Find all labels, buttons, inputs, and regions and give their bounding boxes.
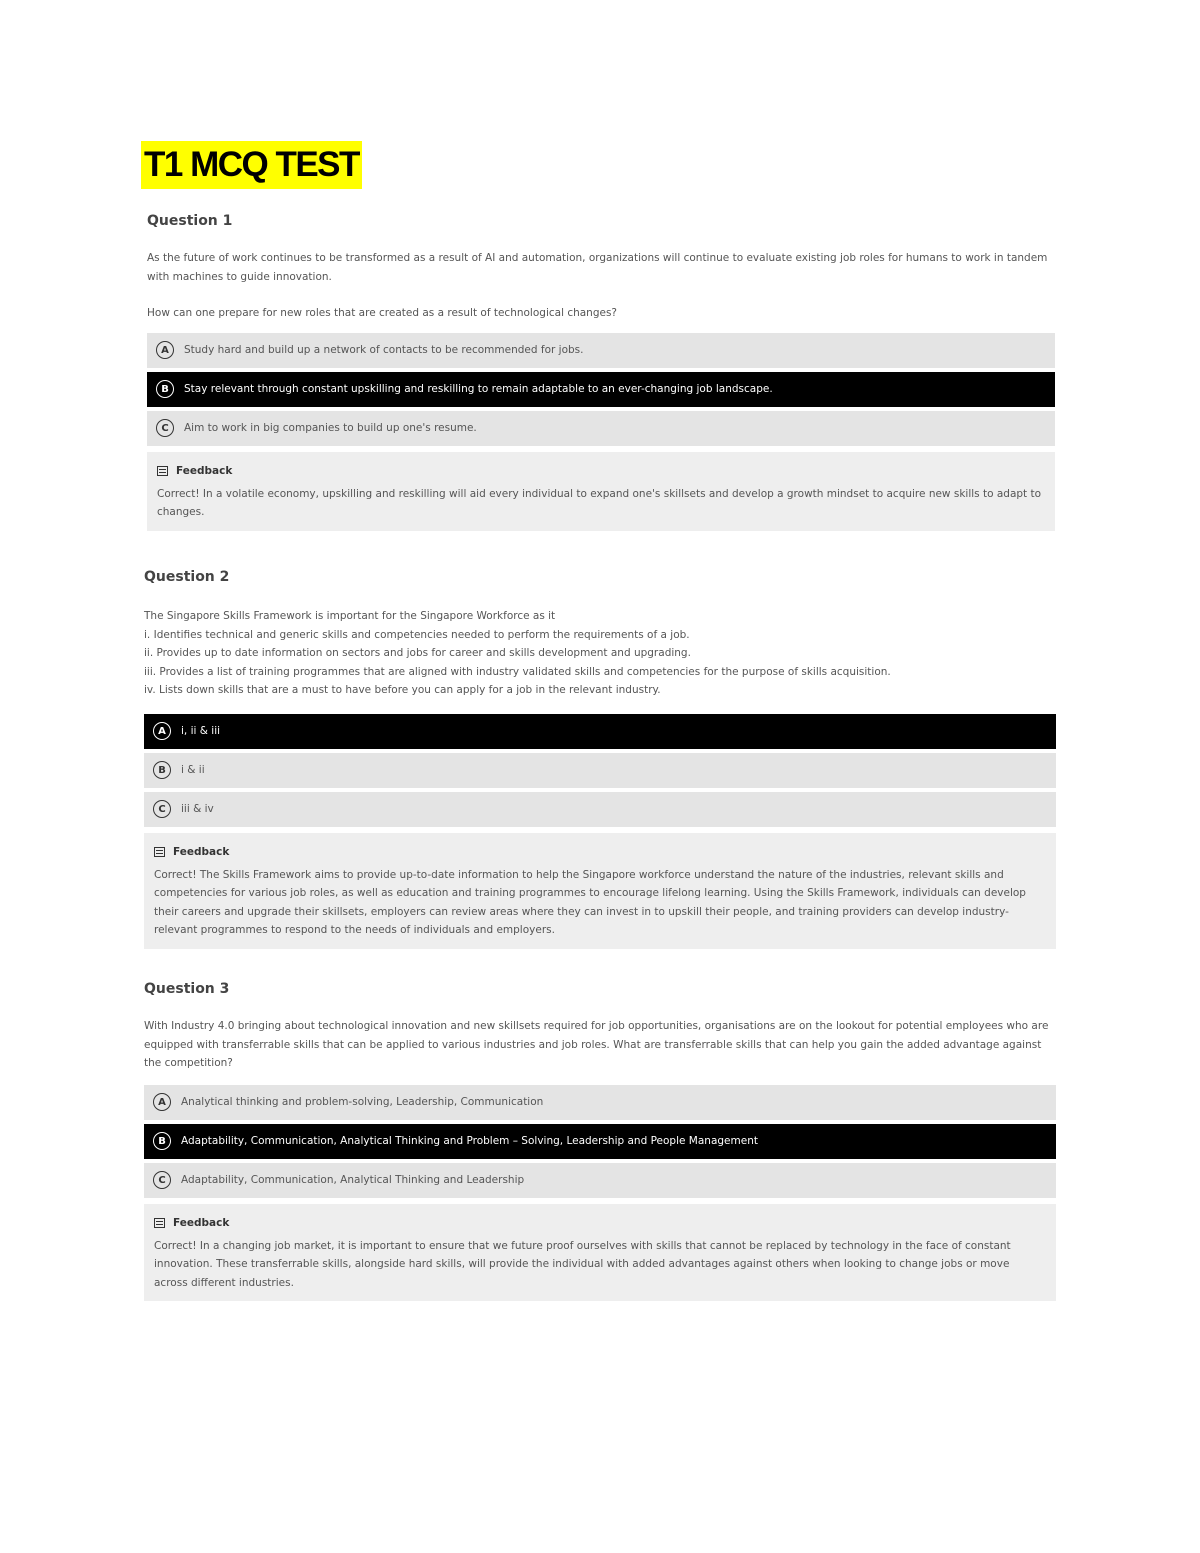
option-label: i & ii [181,764,205,776]
question-text-line: The Singapore Skills Framework is important for the Singapore Workforce as it [144,610,556,622]
option-letter-badge: B [156,380,174,398]
option-letter-badge: A [156,341,174,359]
feedback-icon [154,847,165,857]
feedback-text: Correct! In a changing job market, it is important to ensure that we future proof ourselves with skills that cannot be replaced by technology in the face of constant innovation. These transferrable skills, alongside hard skills, will provide the individual with added advantages against others when looking to change jobs or move across different industries. [154,1239,1011,1289]
question-heading: Question 2 [144,569,230,585]
question-3 [144,978,1056,1301]
option-letter-badge: C [153,1171,171,1189]
question-prompt: How can one prepare for new roles that are created as a result of technological changes? [147,307,618,319]
option-c[interactable] [147,411,1055,446]
question-text: With Industry 4.0 bringing about technological innovation and new skillsets required for job opportunities, organisations are on the lookout for potential employees who are equipped with transferrable skills that can be applied to various industries and job roles. What are transferrable skills that can help you gain the added advantage against the competition? [144,1020,1049,1069]
option-c[interactable] [144,1163,1056,1198]
question-text: As the future of work continues to be transformed as a result of AI and automation, organizations will continue to evaluate existing job roles for humans to work in tandem with machines to guide innovation. [147,252,1048,283]
feedback-header [154,1213,1044,1233]
question-text-line: iv. Lists down skills that are a must to have before you can apply for a job in the relevant industry. [144,684,661,696]
option-label: Adaptability, Communication, Analytical Thinking and Leadership [181,1174,525,1186]
question-text-line: i. Identifies technical and generic skills and competencies needed to perform the requirements of a job. [144,628,690,641]
feedback-panel [147,452,1055,531]
feedback-text: Correct! The Skills Framework aims to provide up-to-date information to help the Singapore workforce understand the nature of the industries, relevant skills and competencies for various job roles, as well as education and training programmes to encourage lifelong learning. Using the Skills Framework, individuals can develop their careers and upgrade their skillsets, employers can review areas where they can invest in to upskill their people, and training providers can develop industry-relevant programmes to respond to the needs of individuals and employers. [154,868,1026,936]
feedback-panel [144,833,1056,949]
feedback-header [154,842,1044,862]
feedback-icon [154,1218,165,1228]
question-heading: Question 1 [147,213,233,229]
option-label: Stay relevant through constant upskilling and reskilling to remain adaptable to an ever-changing job landscape. [184,383,773,395]
feedback-icon [157,466,168,476]
feedback-label: Feedback [176,464,233,477]
option-letter-badge: B [153,1132,171,1150]
question-heading: Question 3 [144,981,230,997]
option-b[interactable] [144,1124,1056,1159]
option-label: Analytical thinking and problem-solving, Leadership, Communication [181,1096,544,1108]
option-letter-badge: A [153,722,171,740]
feedback-header [157,461,1043,481]
question-text-line: iii. Provides a list of training programmes that are aligned with industry validated skills and competencies for the purpose of skills acquisition. [144,665,891,678]
option-b[interactable] [144,753,1056,788]
question-1 [147,210,1055,531]
option-label: Adaptability, Communication, Analytical Thinking and Problem – Solving, Leadership and People Management [181,1135,758,1147]
option-a[interactable] [144,714,1056,749]
feedback-label: Feedback [173,845,230,858]
document-title: T1 MCQ TEST [141,141,362,189]
option-label: i, ii & iii [181,725,221,737]
question-2 [144,566,1056,949]
option-a[interactable] [144,1085,1056,1120]
option-label: iii & iv [181,803,214,815]
option-label: Aim to work in big companies to build up one's resume. [184,422,477,434]
option-c[interactable] [144,792,1056,827]
option-letter-badge: A [153,1093,171,1111]
feedback-panel [144,1204,1056,1302]
option-letter-badge: C [156,419,174,437]
feedback-text: Correct! In a volatile economy, upskilling and reskilling will aid every individual to expand one's skillsets and develop a growth mindset to acquire new skills to adapt to changes. [157,487,1042,518]
question-text-line: ii. Provides up to date information on sectors and jobs for career and skills development and upgrading. [144,647,691,659]
option-letter-badge: B [153,761,171,779]
option-b[interactable] [147,372,1055,407]
option-a[interactable] [147,333,1055,368]
feedback-label: Feedback [173,1216,230,1229]
option-letter-badge: C [153,800,171,818]
option-label: Study hard and build up a network of contacts to be recommended for jobs. [184,344,584,356]
